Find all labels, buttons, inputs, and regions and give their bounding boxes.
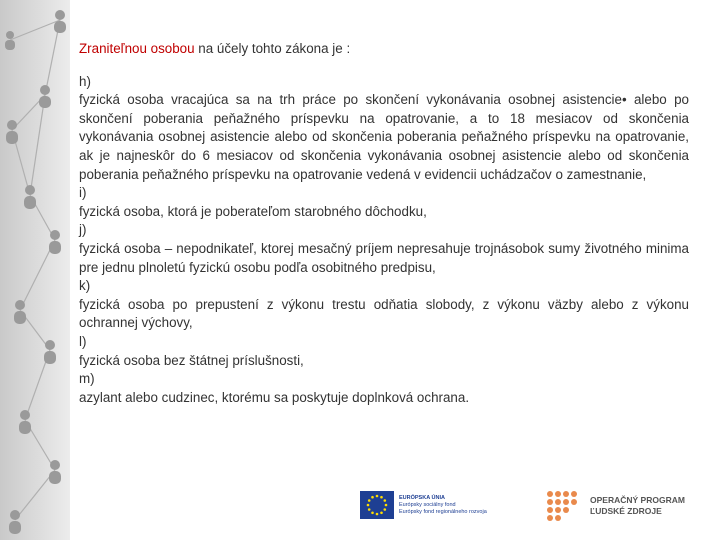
item-text: fyzická osoba vracajúca sa na trh práce po skončení vykonávania osobnej asistencie• alebo po skončení poberania peňažného príspevku na opatrovanie, a to 18 mesiacov od skončenia vykonávania osobnej asistencie alebo od skončenia poberania peňažného príspevku na opatrovanie, ak je najneskôr do 6 mesiacov od skončenia vykonávania osobnej asistencie alebo od skončenia poberania peňažného príspevku na opatrovanie vedená v evidencii uchádzačov o zamestnanie, (79, 92, 689, 182)
heading-rest: na účely tohto zákona je : (194, 41, 351, 56)
eu-title: EURÓPSKA ÚNIA (399, 494, 445, 501)
main-content (79, 40, 689, 407)
eu-flag-icon (360, 491, 394, 519)
item-label: i) (79, 185, 87, 201)
item-label: m) (79, 371, 95, 387)
op-line1: OPERAČNÝ PROGRAM (590, 495, 685, 505)
item-text: fyzická osoba bez štátnej príslušnosti, (79, 352, 304, 368)
item-text: azylant alebo cudzinec, ktorému sa poskytuje doplnková ochrana. (79, 389, 470, 405)
item-label: l) (79, 333, 87, 349)
decorative-people-network-sidebar (0, 0, 70, 540)
eu-fund-line1: Európsky sociálny fond (399, 501, 456, 508)
item-label: k) (79, 278, 91, 294)
item-text: fyzická osoba – nepodnikateľ, ktorej mesačný príjem nepresahuje trojnásobok sumy životného minima pre jednu plnoletú fyzickú osobu podľa osobitného predpisu, (79, 240, 689, 275)
op-dots-icon (546, 490, 582, 522)
item-k (79, 277, 689, 333)
op-logo (546, 490, 685, 522)
item-text: fyzická osoba, ktorá je poberateľom starobného dôchodku, (79, 203, 427, 219)
item-i (79, 184, 689, 221)
item-label: j) (79, 222, 87, 238)
heading (79, 40, 689, 59)
item-j (79, 221, 689, 277)
item-text: fyzická osoba po prepustení z výkonu trestu odňatia slobody, z výkonu väzby alebo z výkonu ochrannej výchovy, (79, 296, 689, 331)
item-label: h) (79, 73, 91, 89)
people-network-illustration (0, 0, 70, 540)
item-m (79, 370, 689, 407)
eu-logo (360, 490, 506, 520)
item-l (79, 333, 689, 370)
eu-fund-line2: Európsky fond regionálneho rozvoja (399, 508, 487, 515)
heading-emphasis: Zraniteľnou osobou (79, 41, 195, 56)
item-h (79, 73, 689, 185)
op-line2: ĽUDSKÉ ZDROJE (590, 506, 662, 516)
